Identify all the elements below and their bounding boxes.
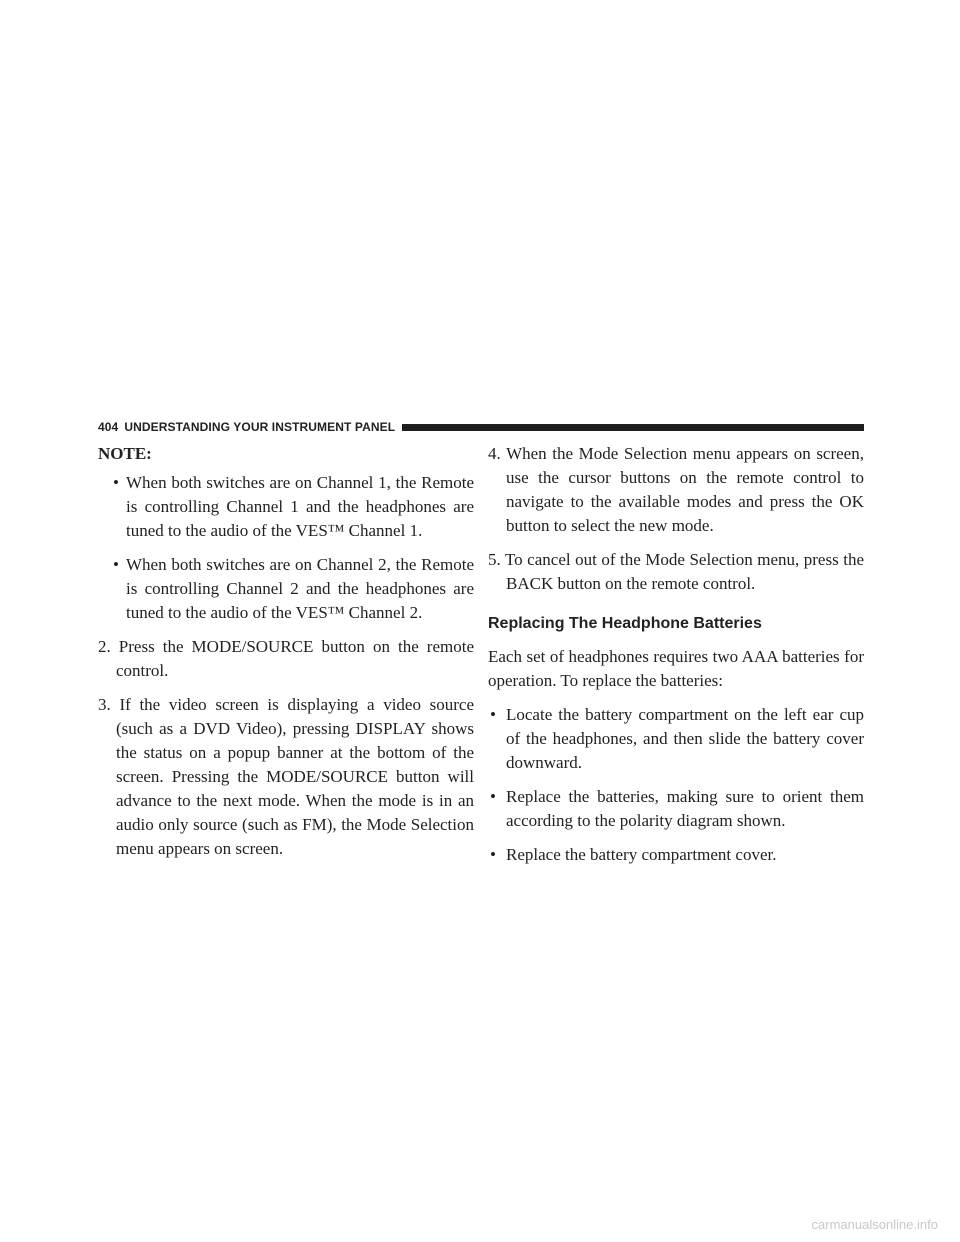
step-text: When the Mode Selection menu appears on screen, use the cursor buttons on the remote control to navigate to the available modes and press the OK button to select the new mode.	[506, 444, 864, 535]
page-header	[98, 419, 864, 435]
section-title: UNDERSTANDING YOUR INSTRUMENT PANEL	[124, 420, 396, 434]
note-title: NOTE:	[98, 444, 152, 463]
section-subheading: Replacing The Headphone Batteries	[488, 615, 762, 632]
step-number: 2.	[98, 637, 111, 656]
note-bullet	[98, 553, 474, 625]
bullet-text: Replace the battery compartment cover.	[506, 845, 777, 864]
step-item	[98, 693, 474, 861]
note-bullet-text: When both switches are on Channel 1, the Remote is controlling Channel 1 and the headphones are tuned to the audio of the VES™ Channel 1.	[126, 473, 474, 540]
instruction-bullet	[488, 785, 864, 833]
instruction-bullet	[488, 843, 864, 867]
step-item	[488, 548, 864, 596]
intro-paragraph: Each set of headphones requires two AAA batteries for operation. To replace the batteries:	[488, 647, 864, 690]
step-item	[98, 635, 474, 683]
step-text: If the video screen is displaying a video source (such as a DVD Video), pressing DISPLAY shows the status on a popup banner at the bottom of the screen. Pressing the MODE/SOURCE button will advance to the next mode. When the mode is in an audio only source (such as FM), the Mode Selection menu appears on screen.	[116, 695, 475, 858]
step-number: 4.	[488, 444, 501, 463]
note-bullet	[98, 471, 474, 543]
header-rule	[402, 424, 864, 431]
step-number: 5.	[488, 550, 501, 569]
step-text: To cancel out of the Mode Selection menu, press the BACK button on the remote control.	[504, 550, 864, 593]
bullet-icon: •	[490, 705, 496, 724]
bullet-text: Locate the battery compartment on the left ear cup of the headphones, and then slide the battery cover downward.	[506, 705, 864, 772]
instruction-bullet	[488, 703, 864, 775]
step-text: Press the MODE/SOURCE button on the remote control.	[116, 637, 474, 680]
note-bullet-text: When both switches are on Channel 2, the Remote is controlling Channel 2 and the headphones are tuned to the audio of the VES™ Channel 2.	[126, 555, 474, 622]
left-column	[98, 442, 474, 871]
bullet-icon: •	[113, 555, 119, 574]
page-number: 404	[98, 420, 119, 434]
watermark: carmanualsonline.info	[811, 1217, 938, 1232]
bullet-text: Replace the batteries, making sure to orient them according to the polarity diagram shown.	[506, 787, 864, 830]
bullet-icon: •	[490, 787, 496, 806]
bullet-icon: •	[113, 473, 119, 492]
step-number: 3.	[98, 695, 111, 714]
step-item	[488, 442, 864, 538]
bullet-icon: •	[490, 845, 496, 864]
right-column	[488, 442, 864, 877]
